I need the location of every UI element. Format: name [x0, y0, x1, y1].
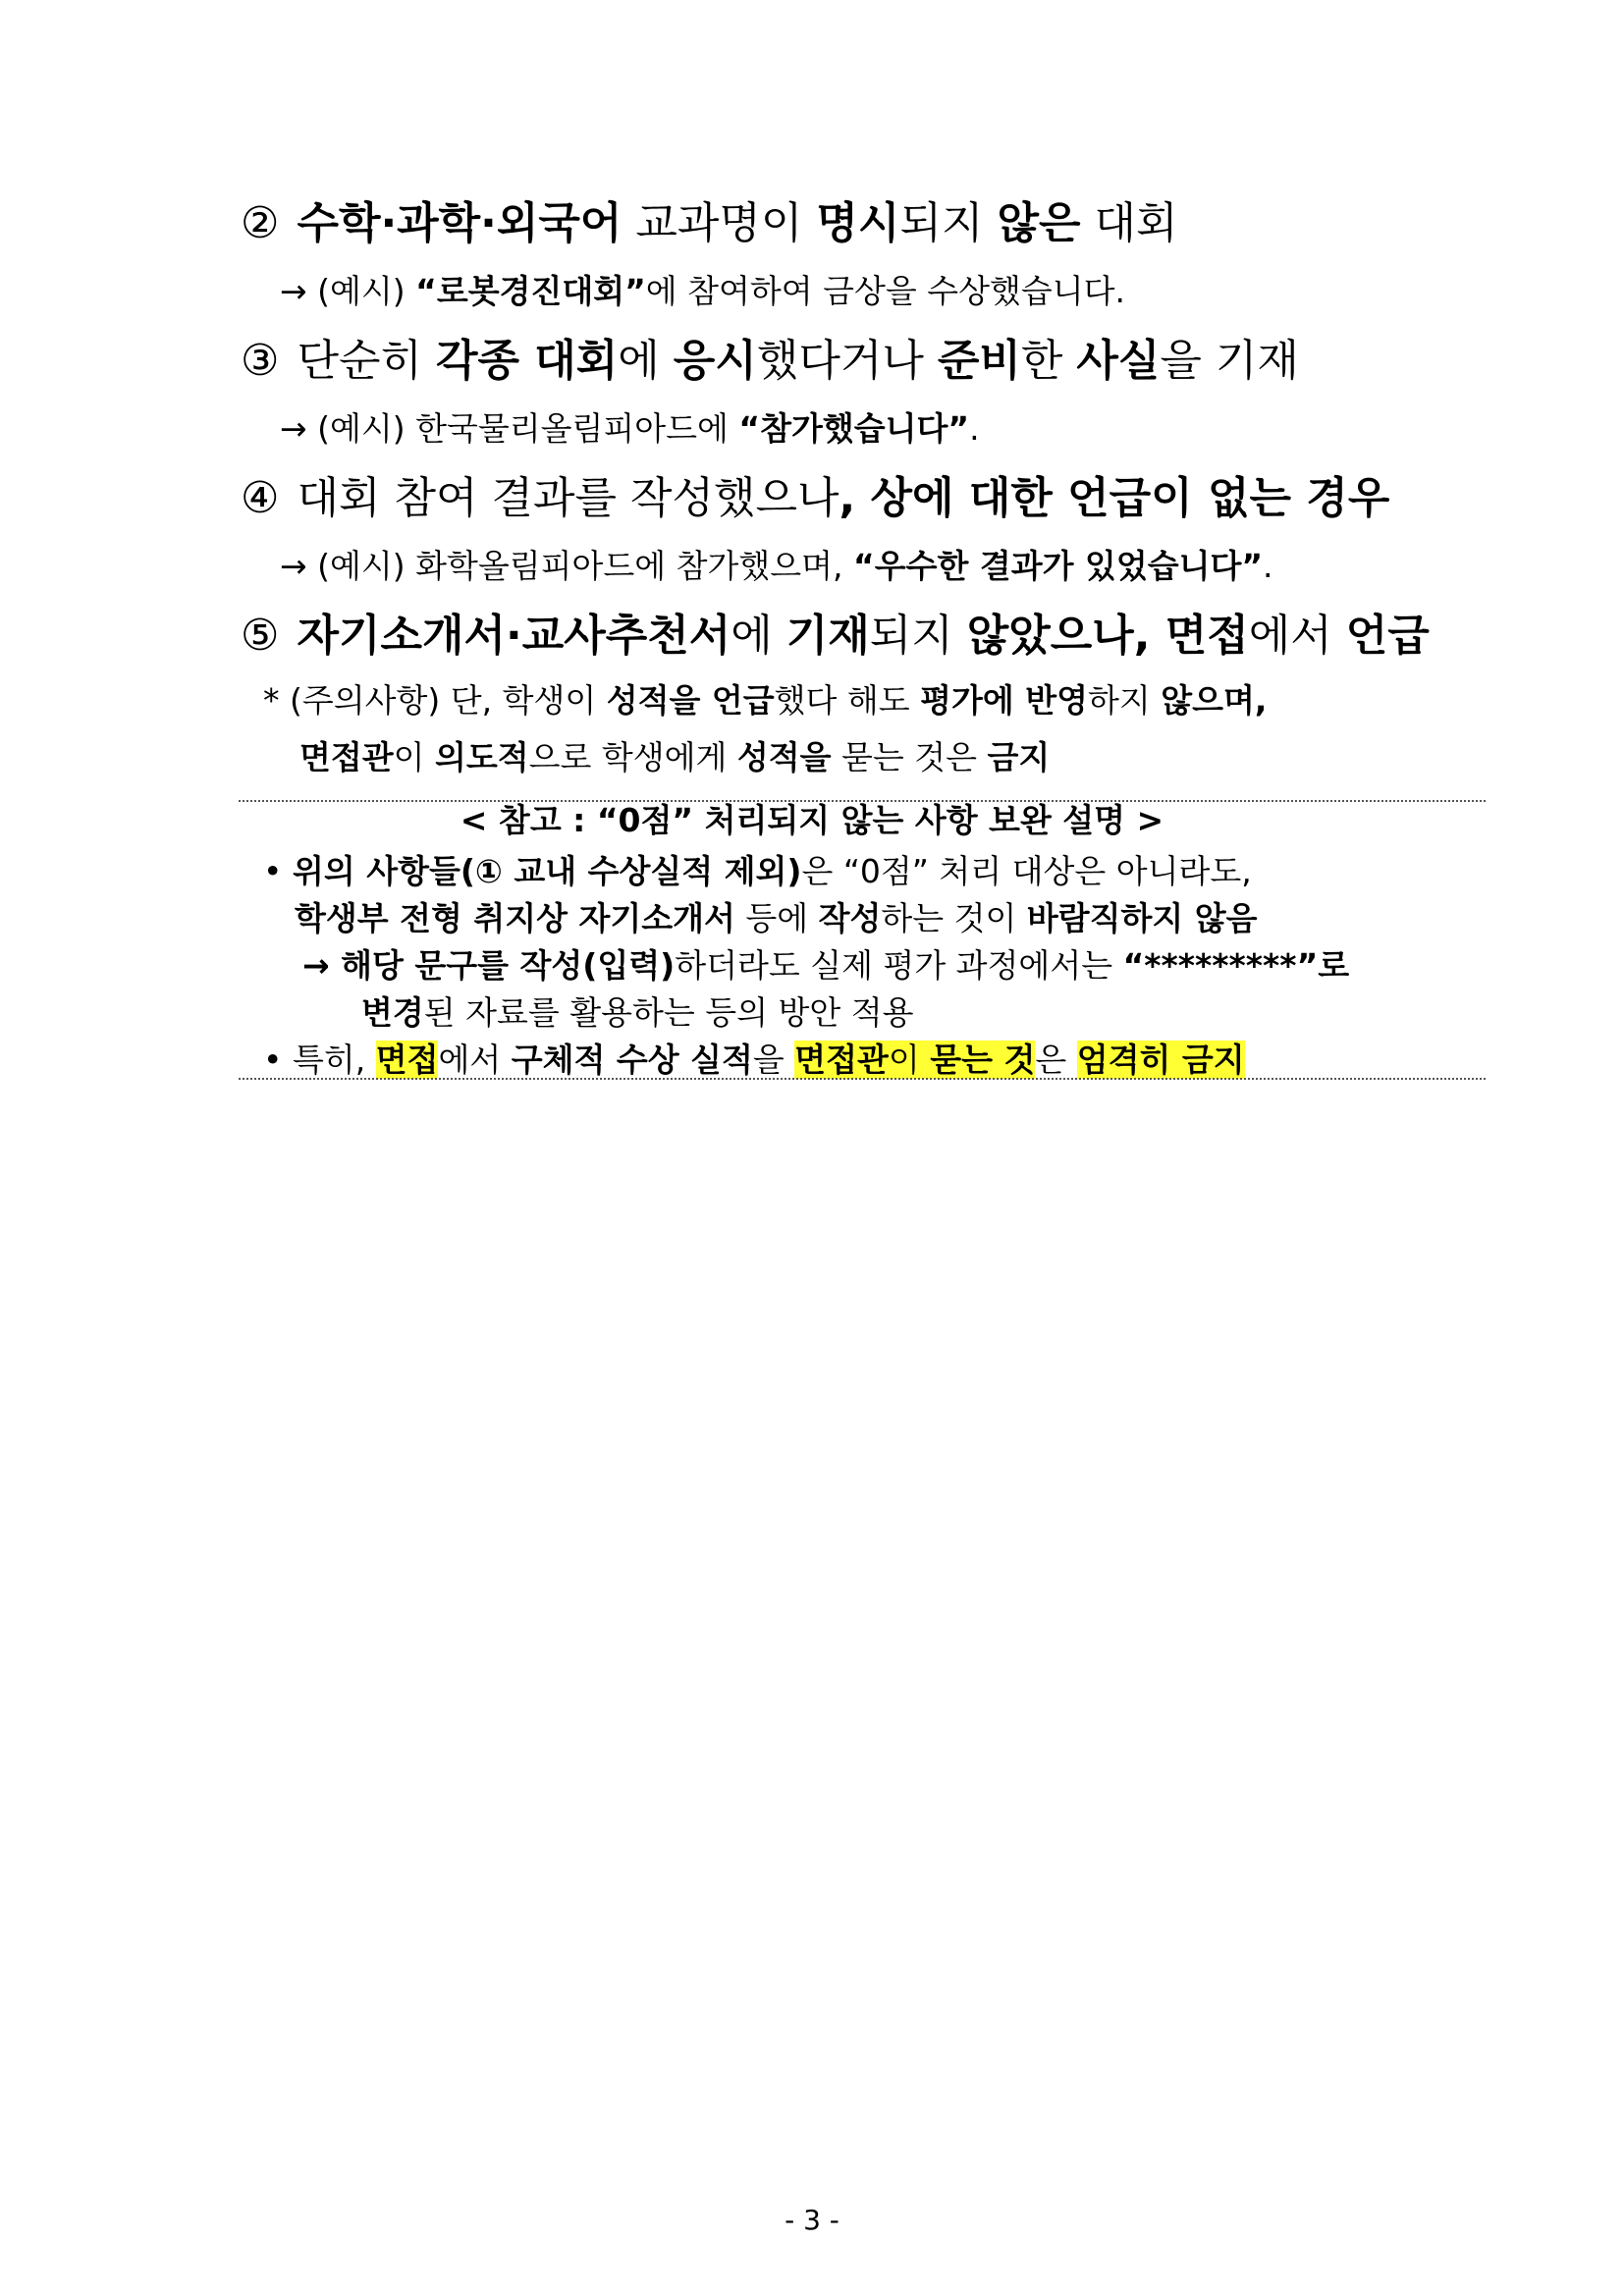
note-line-2: [295, 895, 1258, 942]
item-number: ③: [241, 336, 280, 386]
text-run: 이: [888, 1041, 931, 1079]
text-run: 했다거나: [756, 336, 938, 386]
text-run: 않은: [997, 198, 1081, 248]
text-run: 수학·과학·외국어: [297, 198, 623, 248]
criterion-item-4: [241, 469, 1488, 528]
item-number: ⑤: [241, 611, 280, 661]
text-run: , 상에 대한 언급이 없는 경우: [839, 473, 1390, 523]
text-run: 을: [752, 1041, 795, 1079]
criterion-item-2: [241, 194, 1488, 253]
text-run: • 특히,: [263, 1041, 376, 1079]
text-run: 교과명이: [622, 198, 817, 248]
text-run: 각종 대회: [435, 336, 619, 386]
item-text: [297, 473, 1389, 523]
text-run: → (예시) 한국물리올림피아드에: [280, 409, 739, 448]
text-run: 되지: [869, 611, 967, 661]
text-run: .: [1263, 547, 1273, 585]
text-run: 단순히: [297, 336, 436, 386]
text-run: 에 참여하여 금상을 수상했습니다.: [645, 272, 1126, 310]
text-run: 바람직하지 않음: [1026, 899, 1258, 937]
text-run: 면접: [375, 1041, 439, 1079]
text-run: 성적을: [736, 738, 832, 776]
text-run: 언급: [1345, 611, 1430, 661]
text-run: 대회 참여 결과를 작성했으나: [297, 473, 839, 523]
item-text: [297, 198, 1177, 248]
text-run: 으로 학생에게: [528, 738, 737, 776]
note-title: < 참고 : “0점” 처리되지 않는 사항 보완 설명 >: [460, 801, 1164, 839]
text-run: 된 자료를 활용하는 등의 방안 적용: [423, 993, 914, 1032]
text-run: 묻는 것: [930, 1041, 1036, 1079]
text-run: 하지: [1088, 681, 1162, 720]
text-run: 의도적: [435, 738, 529, 776]
text-run: 않았으나, 면접: [966, 611, 1249, 661]
note-line-3: [302, 942, 1349, 989]
text-run: 변경: [361, 993, 424, 1032]
page-number: - 3 -: [785, 2204, 839, 2236]
text-run: → 해당 문구를 작성(입력): [302, 946, 676, 985]
text-run: 에서: [1248, 611, 1346, 661]
text-run: “참가했습니다”: [738, 409, 970, 448]
note-line-4: [361, 989, 914, 1037]
text-run: 기재: [785, 611, 870, 661]
text-run: “로봇경진대회”: [415, 272, 646, 310]
example-line-1: [280, 268, 1125, 315]
text-run: 구체적 수상 실적: [511, 1041, 753, 1079]
text-run: * (주의사항) 단, 학생이: [263, 681, 607, 720]
text-run: 자기소개서·교사추천서: [297, 611, 731, 661]
text-run: 명시: [816, 198, 900, 248]
text-run: 하는 것이: [881, 899, 1027, 937]
text-run: 에서: [438, 1041, 512, 1079]
text-run: → (예시): [280, 272, 416, 310]
text-run: 엄격히 금지: [1076, 1041, 1245, 1079]
text-run: 은 “0점” 처리 대상은 아니라도,: [801, 852, 1252, 890]
criterion-item-5: [241, 607, 1488, 666]
text-run: “우수한 결과가 있었습니다”: [853, 547, 1264, 585]
text-run: 사실: [1076, 336, 1161, 386]
text-run: 하더라도 실제 평가 과정에서는: [675, 946, 1123, 985]
item-text: [297, 611, 1429, 661]
text-run: 은: [1035, 1041, 1077, 1079]
text-run: 묻는 것은: [831, 738, 988, 776]
text-run: 을 기재: [1160, 336, 1299, 386]
text-run: “*********”로: [1122, 946, 1350, 985]
text-run: 면접관: [794, 1041, 889, 1079]
criterion-item-3: [241, 332, 1488, 391]
caution-line-1: [263, 677, 1267, 724]
example-line-3: [280, 543, 1273, 590]
text-run: 에: [618, 336, 674, 386]
text-run: 이: [393, 738, 436, 776]
text-run: 한: [1020, 336, 1077, 386]
note-line-1: [263, 848, 1252, 895]
text-run: 준비: [937, 336, 1021, 386]
text-run: 등에: [734, 899, 819, 937]
item-number: ④: [241, 473, 280, 523]
text-run: 에: [731, 611, 786, 661]
text-run: 대회: [1080, 198, 1178, 248]
text-run: 작성: [818, 899, 882, 937]
example-line-2: [280, 405, 980, 453]
text-run: 했다 해도: [774, 681, 921, 720]
text-run: 금지: [987, 738, 1051, 776]
text-run: 되지: [899, 198, 998, 248]
text-run: 않으며,: [1161, 681, 1268, 720]
caution-line-2: [299, 734, 1050, 781]
note-bottom-divider: [239, 1078, 1486, 1080]
text-run: 면접관: [299, 738, 394, 776]
text-run: •: [263, 852, 293, 890]
text-run: 응시: [673, 336, 757, 386]
item-text: [297, 336, 1298, 386]
text-run: 성적을 언급: [606, 681, 775, 720]
note-line-5: [263, 1037, 1245, 1084]
item-number: ②: [241, 198, 280, 248]
text-run: → (예시) 화학올림피아드에 참가했으며,: [280, 547, 854, 585]
text-run: .: [969, 409, 980, 448]
text-run: 학생부 전형 취지상 자기소개서: [295, 899, 735, 937]
text-run: 위의 사항들(① 교내 수상실적 제외): [292, 852, 802, 890]
text-run: 평가에 반영: [920, 681, 1089, 720]
